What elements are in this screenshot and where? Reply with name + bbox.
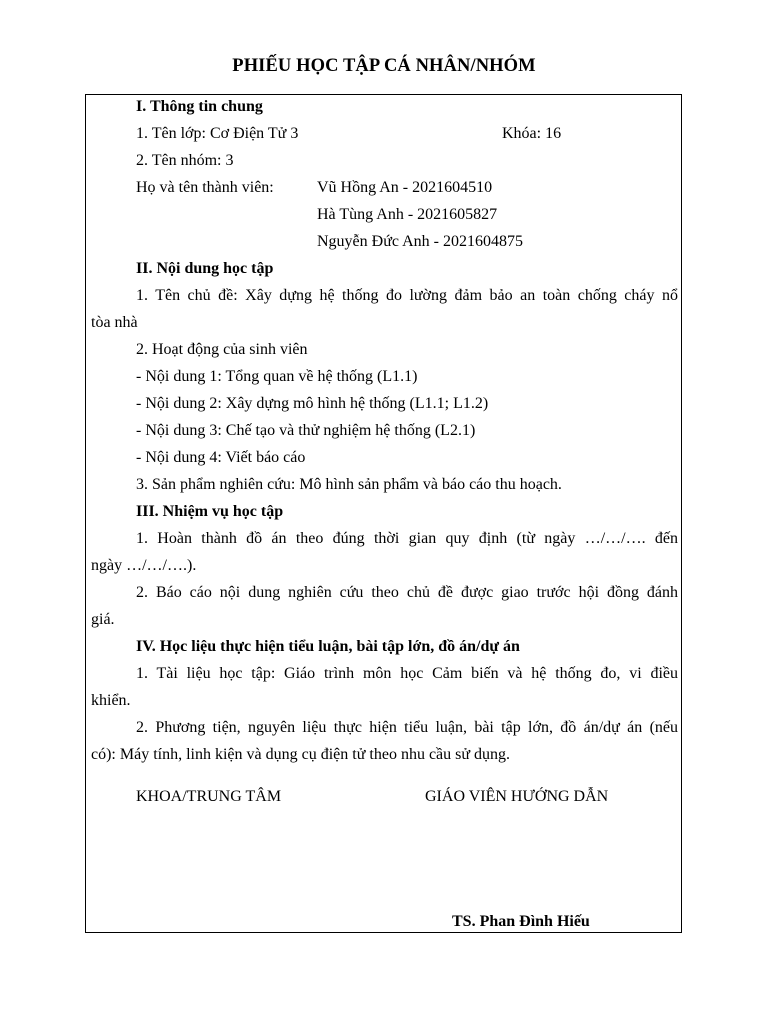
group-name: 2. Tên nhóm: 3 [136,152,234,169]
topic-line-2: tòa nhà [91,314,138,331]
task-1-line-1-text: 1. Hoàn thành đồ án theo đúng thời gian quy định (từ ngày …/…/…. đến [136,530,678,547]
instructor-signature-label: GIÁO VIÊN HƯỚNG DẪN [425,788,609,805]
page-title: PHIẾU HỌC TẬP CÁ NHÂN/NHÓM [232,56,536,76]
task-2-line-1-text: 2. Báo cáo nội dung nghiên cứu theo chủ đề được giao trước hội đồng đánh [136,584,678,601]
content-item-3: - Nội dung 3: Chế tạo và thử nghiệm hệ thống (L2.1) [136,422,476,439]
topic-line-1 [91,286,678,306]
material-1-line-1 [91,664,678,684]
content-item-4: - Nội dung 4: Viết báo cáo [136,449,306,466]
content-item-2: - Nội dung 2: Xây dựng mô hình hệ thống (L1.1; L1.2) [136,395,489,412]
section-heading-materials: IV. Học liệu thực hiện tiểu luận, bài tập lớn, đồ án/dự án [136,638,520,655]
research-product: 3. Sản phẩm nghiên cứu: Mô hình sản phẩm và báo cáo thu hoạch. [136,476,562,493]
instructor-name: TS. Phan Đình Hiếu [452,913,590,930]
task-1-line-1 [91,529,678,549]
member-3: Nguyễn Đức Anh - 2021604875 [317,233,523,250]
task-1-line-2: ngày …/…/….). [91,557,197,574]
course: Khóa: 16 [502,125,562,142]
member-2: Hà Tùng Anh - 2021605827 [317,206,498,223]
members-label: Họ và tên thành viên: [136,179,274,196]
member-1: Vũ Hồng An - 2021604510 [317,179,493,196]
material-2-line-2: có): Máy tính, linh kiện và dụng cụ điện tử theo nhu cầu sử dụng. [91,746,511,763]
task-2-line-1 [91,583,678,603]
section-heading-tasks: III. Nhiệm vụ học tập [136,503,284,520]
class-name: 1. Tên lớp: Cơ Điện Tử 3 [136,125,299,142]
topic-line-1-text: 1. Tên chủ đề: Xây dựng hệ thống đo lường đảm bảo an toàn chống cháy nổ [136,287,678,304]
task-2-line-2: giá. [91,611,115,628]
section-heading-learning-content: II. Nội dung học tập [136,260,274,277]
section-heading-general-info: I. Thông tin chung [136,98,263,115]
faculty-signature-label: KHOA/TRUNG TÂM [136,788,282,805]
material-1-line-1-text: 1. Tài liệu học tập: Giáo trình môn học Cảm biến và hệ thống đo, vi điều [136,665,678,682]
activities-label: 2. Hoạt động của sinh viên [136,341,308,358]
form-box [85,94,682,933]
material-1-line-2: khiển. [91,692,131,709]
content-item-1: - Nội dung 1: Tổng quan về hệ thống (L1.1) [136,368,418,385]
material-2-line-1-text: 2. Phương tiện, nguyên liệu thực hiện tiểu luận, bài tập lớn, đồ án/dự án (nếu [136,719,678,736]
material-2-line-1 [91,718,678,738]
